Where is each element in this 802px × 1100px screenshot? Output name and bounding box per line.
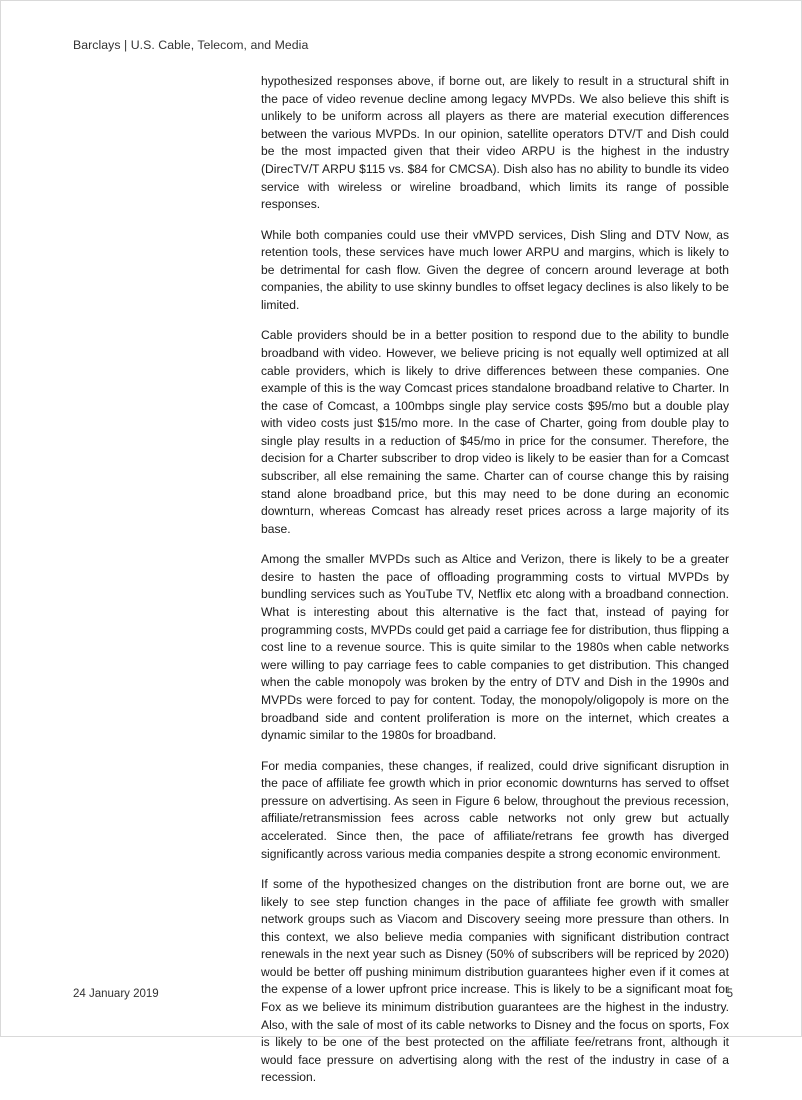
paragraph: Cable providers should be in a better position to respond due to the ability to bundle broadband with video. However, we believe pricing is not equally well optimized at all cable providers, which is likely to drive differences between these companies. One example of this is the way Comcast prices standalone broadband relative to Charter. In the case of Comcast, a 100mbps single play service costs $95/mo but a double play with video costs just $15/mo more. In the case of Charter, going from double play to single play results in a reduction of $45/mo in price for the consumer. Therefore, the decision for a Charter subscriber to drop video is likely to be easier than for a Comcast subscriber, all else remaining the same. Charter can of course change this by raising stand alone broadband price, but this may need to be done during an economic downturn, whereas Comcast has already reset prices across a large majority of its base.: [261, 328, 729, 536]
paragraph: For media companies, these changes, if realized, could drive significant disruption in the pace of affiliate fee growth which in prior economic downturns has served to offset pressure on advertising. As seen in Figure 6 below, throughout the previous recession, affiliate/retransmission fees across cable networks not only grew but actually accelerated. Since then, the pace of affiliate/retrans fee growth has diverged significantly across various media companies despite a strong economic environment.: [261, 758, 729, 861]
paragraph: Among the smaller MVPDs such as Altice and Verizon, there is likely to be a greater desire to hasten the pace of offloading programming costs to virtual MVPDs by bundling services such as YouTube TV, Netflix etc along with a broadband connection. What is interesting about this alternative is the fact that, instead of paying for programming costs, MVPDs could get paid a carriage fee for distribution, thus flipping a cost line to a revenue source. This is quite similar to the 1980s when cable networks were willing to pay carriage fees to cable companies to get distribution. This changed when the cable monopoly was broken by the entry of DTV and Dish in the 1990s and MVPDs were forced to pay for content. Today, the monopoly/oligopoly is more on the broadband side and content proliferation is more on the internet, which creates a dynamic similar to the 1980s for broadband.: [261, 552, 729, 743]
page-number: 5: [726, 988, 733, 1000]
body-text: [261, 73, 729, 1100]
paragraph: If some of the hypothesized changes on the distribution front are borne out, we are likely to see step function changes in the pace of affiliate fee growth with smaller network groups such as Viacom and Discovery seeing more pressure than others. In this context, we also believe media companies with significant distribution contract renewals in the next year such as Disney (50% of subscribers will be repriced by 2020) would be better off pushing minimum distribution guarantees higher even if it comes at the expense of a lower upfront price increase. This is likely to be a significant moat for Fox as we believe its minimum distribution guarantees are the highest in the industry. Also, with the sale of most of its cable networks to Disney and the focus on sports, Fox is likely to be one of the best protected on the affiliate fee/retrans front, although it would face pressure on advertising along with the rest of the industry in case of a recession.: [261, 876, 729, 1085]
paragraph: While both companies could use their vMVPD services, Dish Sling and DTV Now, as retention tools, these services have much lower ARPU and margins, which is likely to be detrimental for cash flow. Given the degree of concern around leverage at both companies, the ability to use skinny bundles to offset legacy declines is also likely to be limited.: [261, 227, 729, 312]
running-header: Barclays | U.S. Cable, Telecom, and Media: [73, 38, 309, 52]
footer-date: 24 January 2019: [73, 988, 159, 1000]
paragraph: hypothesized responses above, if borne out, are likely to result in a structural shift in the pace of video revenue decline among legacy MVPDs. We also believe this shift is unlikely to be uniform across all players as there are material execution differences between the various MVPDs. In our opinion, satellite operators DTV/T and Dish could be the most impacted given that their video ARPU is the highest in the industry (DirecTV/T ARPU $115 vs. $84 for CMCSA). Dish also has no ability to bundle its video service with wireless or wireline broadband, which limits its range of possible responses.: [261, 74, 729, 212]
